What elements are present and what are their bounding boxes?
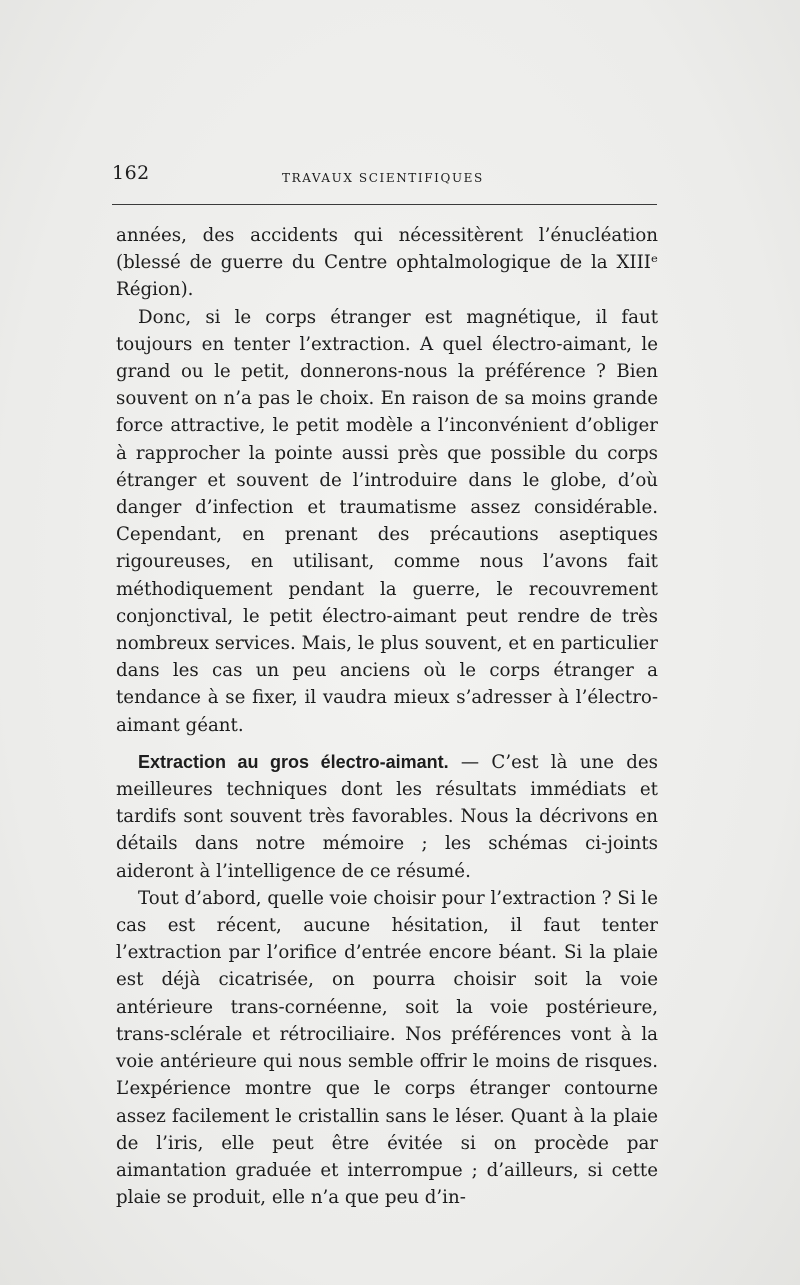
header-rule [112, 204, 657, 205]
body-text [116, 222, 658, 1211]
page-header [112, 160, 657, 190]
paragraph-3 [116, 749, 658, 885]
paragraph-4: Tout d’abord, quelle voie choisir pour l’extraction ? Si le cas est récent, aucune hésitation, il faut tenter l’extraction par l’orifice d’entrée encore béant. Si la plaie est déjà cicatrisée, on pourra choisir soit la voie antérieure trans-cornéenne, soit la voie postérieure, trans-sclérale et rétrociliaire. Nos préférences vont à la voie antérieure qui nous semble offrir le moins de risques. L’expérience montre que le corps étranger contourne assez facilement le cristallin sans le léser. Quant à la plaie de l’iris, elle peut être évitée si on procède par aimantation graduée et interrompue ; d’ailleurs, si cette plaie se produit, elle n’a que peu d’in- [116, 887, 658, 1209]
page-number: 162 [112, 162, 150, 184]
paragraph-2: Donc, si le corps étranger est magnétique, il faut toujours en tenter l’extraction. A quel électro-aimant, le grand ou le petit, donnerons-nous la préférence ? Bien souvent on n’a pas le choix. En raison de sa moins grande force attractive, le petit modèle a l’inconvénient d’obliger à rapprocher la pointe aussi près que possible du corps étranger et souvent de l’introduire dans le globe, d’où danger d’infection et traumatisme assez considérable. Cependant, en prenant des précautions aseptiques rigoureuses, en utilisant, comme nous l’avons fait méthodiquement pendant la guerre, le recouvrement conjonctival, le petit électro-aimant peut rendre de très nombreux services. Mais, le plus souvent, et en particulier dans les cas un peu anciens où le corps étranger a tendance à se fixer, il vaudra mieux s’adresser à l’électro-aimant géant. [116, 306, 658, 736]
paragraph-3-text: — C’est là une des meilleures techniques dont les résultats immédiats et tardifs sont souvent très favorables. Nous la décrivons en détails dans notre mémoire ; les schémas ci-joints aideront à l’intelligence de ce résumé. [116, 751, 658, 882]
section-title: Extraction au gros électro-aimant. [138, 751, 449, 772]
running-title: TRAVAUX SCIENTIFIQUES [282, 171, 484, 185]
paragraph-1: années, des accidents qui nécessitèrent l’énucléation (blessé de guerre du Centre ophtalmologique de la XIIIᵉ Région). [116, 225, 658, 301]
